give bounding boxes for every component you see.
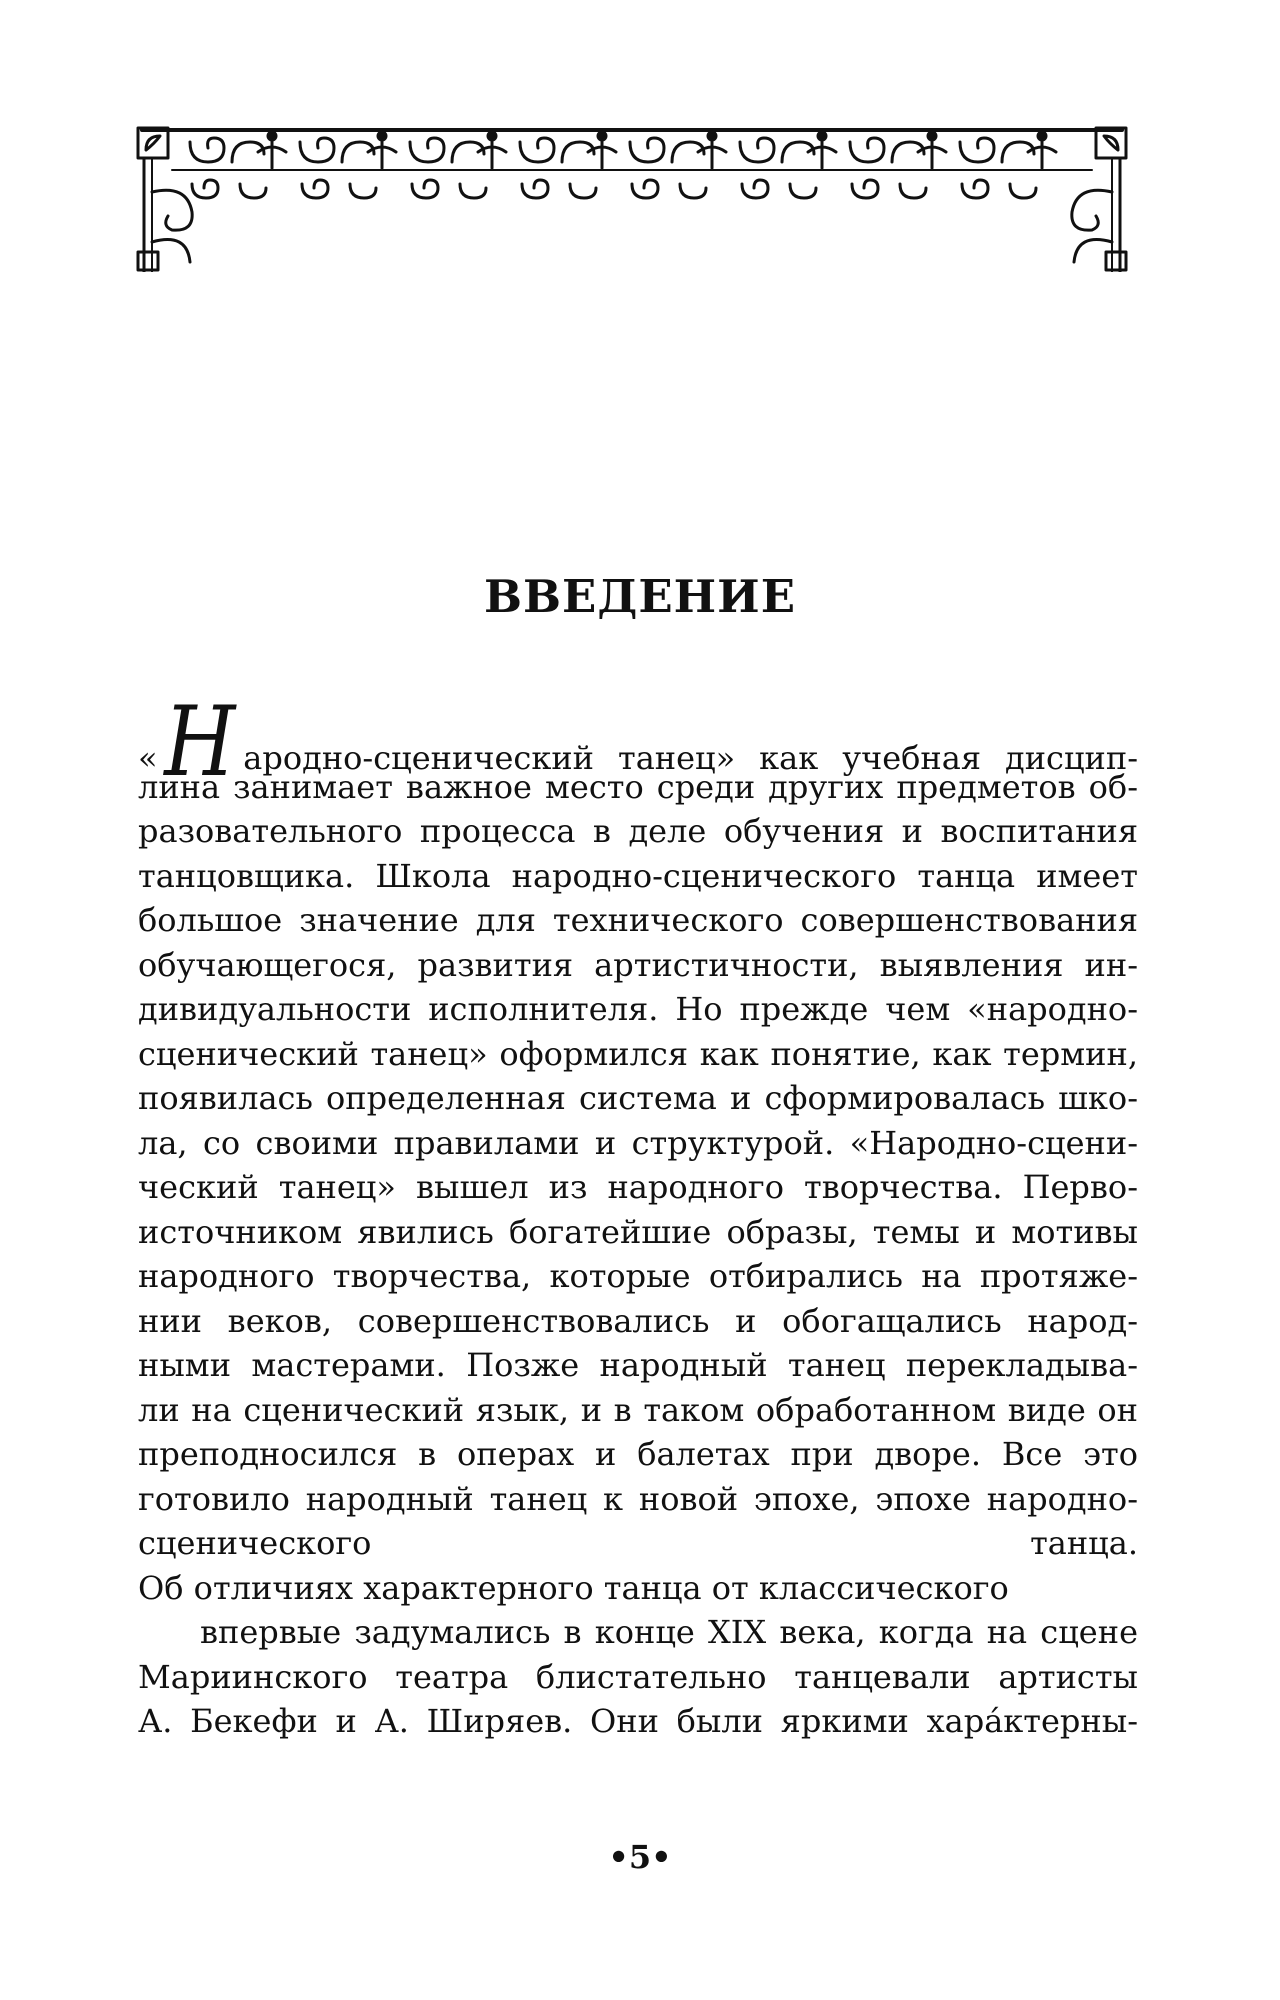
text-line: народного творчества, которые отбирались на протяже- [138,1257,1138,1295]
text-line: ными мастерами. Позже народный танец перекладыва- [138,1346,1138,1384]
text-line: разовательного процесса в деле обучения и воспитания [138,812,1138,850]
text-line: лина занимает важное место среди других предметов об- [138,767,1138,806]
text-line: появилась определенная система и сформировалась шко- [138,1079,1138,1117]
text-line: ла, со своими правилами и структурой. «Народно-сцени- [138,1123,1138,1162]
chapter-heading: ВВЕДЕНИЕ [483,570,796,623]
text-line: танцовщика. Школа народно-сценического танца имеет [138,856,1138,895]
opening-quote: « [138,739,158,777]
text-line: ли на сценический язык, и в таком обработанном виде он [138,1390,1138,1429]
text-line: сценический танец» оформился как понятие, как термин, [138,1034,1138,1073]
text-line: готовило народный танец к новой эпохе, эпохе народно- [138,1479,1138,1518]
text-line: впервые задумались в конце XIX века, когда на сцене [200,1613,1138,1651]
drop-cap: Н [163,686,236,798]
text-line: дивидуальности исполнителя. Но прежде чем «народно- [138,990,1138,1028]
text-line: Мариинского театра блистательно танцевали артисты [138,1657,1138,1696]
text-line: нии веков, совершенствовались и обогащались народ- [138,1301,1138,1340]
text-line: обучающегося, развития артистичности, выявления ин- [138,945,1138,984]
first-line-text: ародно-сценический танец» как учебная дисцип- [243,739,1138,777]
text-line [138,1744,1138,1789]
page-number: •5• [608,1838,672,1876]
text-line: сценического танца. [138,1524,1138,1562]
text-line: источником явились богатейшие образы, темы и мотивы [138,1212,1138,1251]
body-text [138,686,1138,1788]
text-line: Об отличиях характерного танца от классического [138,1568,1009,1607]
text-line: ческий танец» вышел из народного творчества. Перво- [138,1168,1138,1206]
decorative-ornament-border [132,122,1132,272]
text-line: А. Бекефи и А. Ширяев. Они были яркими хара́ктерны- [138,1702,1138,1740]
text-line: преподносился в операх и балетах при дворе. Все это [138,1435,1138,1473]
text-line: большое значение для технического совершенствования [138,901,1138,939]
